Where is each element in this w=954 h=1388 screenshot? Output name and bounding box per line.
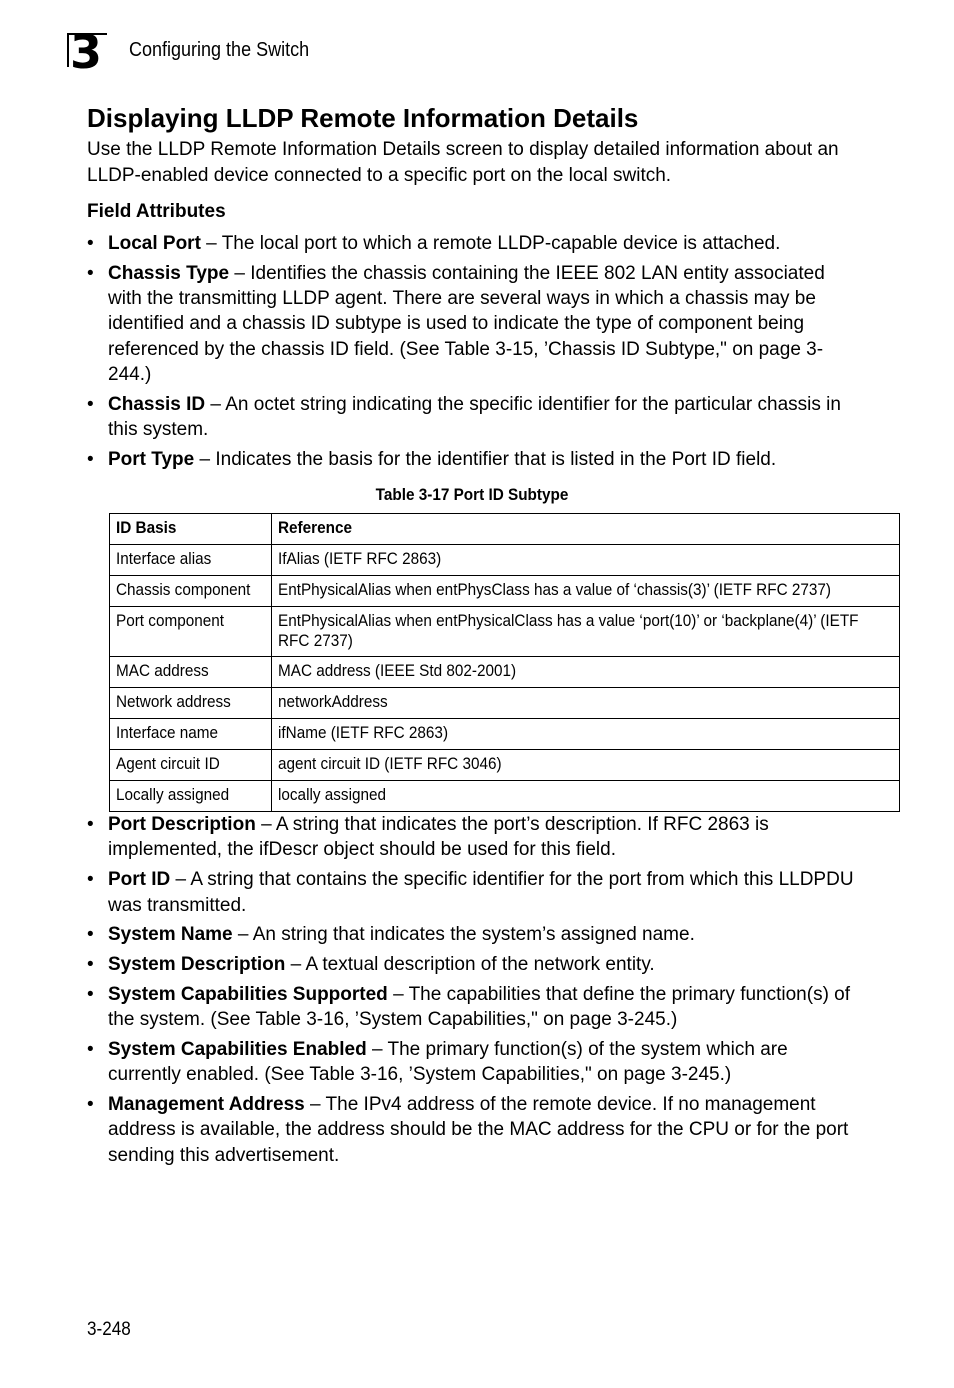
table-cell: locally assigned	[272, 781, 899, 812]
table-cell: Chassis component	[110, 576, 272, 607]
field-attributes-heading: Field Attributes	[87, 201, 226, 222]
list-item: • Port ID – A string that contains the specific identifier for the port from which this LLDPDU was transmitted.	[87, 869, 854, 916]
table-row	[110, 750, 900, 781]
field-term: Chassis ID	[108, 393, 206, 415]
page-number: 3-248	[87, 1319, 131, 1340]
table-row	[110, 657, 900, 688]
table-cell: networkAddress	[272, 688, 899, 719]
table-cell: MAC address (IEEE Std 802-2001)	[272, 657, 899, 688]
table-cell: Network address	[110, 688, 272, 719]
field-description: – A string that indicates the port’s description. If RFC 2863 is implemented, the ifDescr object should be used for this field.	[108, 814, 769, 861]
list-item: • System Description – A textual description of the network entity.	[87, 954, 655, 976]
field-term: System Capabilities Supported	[108, 983, 388, 1005]
table-cell: EntPhysicalAlias when entPhysClass has a value of ‘chassis(3)’ (IETF RFC 2737)	[272, 576, 899, 607]
table-cell: Port component	[110, 607, 272, 657]
list-item: • System Name – An string that indicates the system’s assigned name.	[87, 924, 695, 946]
field-description: – The IPv4 address of the remote device. If no management address is available, the address should be the MAC address for the CPU or for the port sending this advertisement.	[108, 1094, 849, 1166]
field-description: – The primary function(s) of the system which are currently enabled. (See Table 3-16, ’System Capabilities," on page 3-245.)	[108, 1039, 788, 1086]
table-row	[110, 545, 900, 576]
field-description: – A textual description of the network entity.	[285, 954, 655, 976]
list-item: • Port Description – A string that indicates the port’s description. If RFC 2863 is implemented, the ifDescr object should be used for this field.	[87, 814, 769, 861]
field-term: System Description	[108, 954, 286, 976]
running-header: Configuring the Switch	[129, 39, 310, 61]
list-item: • System Capabilities Supported – The capabilities that define the primary function(s) of the system. (See Table 3-16, ’System Capabilities," on page 3-245.)	[87, 983, 851, 1031]
column-header: ID Basis	[110, 514, 272, 545]
table-cell: Interface alias	[110, 545, 272, 576]
field-list-after-table	[87, 812, 857, 1168]
chapter-number: 3	[70, 25, 102, 79]
column-header: Reference	[272, 514, 899, 545]
field-term: Port Description	[108, 814, 256, 836]
page-content	[87, 102, 857, 1173]
field-term: Port Type	[108, 448, 195, 470]
list-item: • Port Type – Indicates the basis for the identifier that is listed in the Port ID field.	[87, 448, 777, 470]
table-caption: Table 3-17 Port ID Subtype	[375, 485, 569, 505]
list-item: • System Capabilities Enabled – The primary function(s) of the system which are currently enabled. (See Table 3-16, ’System Capabilities," on page 3-245.)	[87, 1039, 788, 1086]
table-row	[110, 607, 900, 657]
table-cell: Interface name	[110, 719, 272, 750]
field-description: – Indicates the basis for the identifier that is listed in the Port ID field.	[194, 448, 777, 470]
field-term: Chassis Type	[108, 262, 230, 284]
field-description: – An octet string indicating the specific identifier for the particular chassis in this system.	[108, 393, 841, 441]
table-cell: ifName (IETF RFC 2863)	[272, 719, 899, 750]
table-cell: Agent circuit ID	[110, 750, 272, 781]
table-cell: EntPhysicalAlias when entPhysicalClass has a value ‘port(10)’ or ‘backplane(4)’ (IETF RFC 2737)	[272, 607, 899, 657]
table-row	[110, 719, 900, 750]
list-item: • Local Port – The local port to which a remote LLDP-capable device is attached.	[87, 233, 781, 254]
field-description: – A string that contains the specific identifier for the port from which this LLDPDU was transmitted.	[108, 869, 854, 916]
list-item: • Chassis ID – An octet string indicating the specific identifier for the particular chassis in this system.	[87, 393, 841, 441]
field-description: – An string that indicates the system’s assigned name.	[232, 924, 695, 946]
section-title: Displaying LLDP Remote Information Details	[87, 103, 639, 133]
table-header-row	[110, 514, 900, 545]
table-cell: MAC address	[110, 657, 272, 688]
field-description: – The capabilities that define the primary function(s) of the system. (See Table 3-16, ’System Capabilities," on page 3-245.)	[108, 983, 851, 1031]
table-row	[110, 576, 900, 607]
port-id-subtype-table	[109, 513, 900, 812]
field-term: Port ID	[108, 869, 171, 891]
field-term: Management Address	[108, 1094, 305, 1116]
intro-paragraph: Use the LLDP Remote Information Details screen to display detailed information about an LLDP-enabled device connected to a specific port on the local switch.	[87, 139, 839, 186]
field-list-before-table	[87, 231, 857, 472]
table-row	[110, 688, 900, 719]
table-cell: agent circuit ID (IETF RFC 3046)	[272, 750, 899, 781]
field-term: System Capabilities Enabled	[108, 1039, 367, 1061]
table-cell: Locally assigned	[110, 781, 272, 812]
field-term: System Name	[108, 924, 233, 946]
list-item: • Management Address – The IPv4 address of the remote device. If no management address is available, the address should be the MAC address for the CPU or for the port sending this advertisement.	[87, 1094, 849, 1166]
field-term: Local Port	[108, 233, 201, 254]
table-row	[110, 781, 900, 812]
field-description: – Identifies the chassis containing the IEEE 802 LAN entity associated with the transmitting LLDP agent. There are several ways in which a chassis may be identified and a chassis ID subtype is used to indicate the type of component being referenced by the chassis ID field. (See Table 3-15, ’Chassis ID Subtype," on page 3-244.)	[108, 262, 825, 385]
list-item: • Chassis Type – Identifies the chassis containing the IEEE 802 LAN entity associated with the transmitting LLDP agent. There are several ways in which a chassis may be identified and a chassis ID subtype is used to indicate the type of component being referenced by the chassis ID field. (See Table 3-15, ’Chassis ID Subtype," on page 3-244.)	[87, 262, 825, 385]
table-cell: IfAlias (IETF RFC 2863)	[272, 545, 899, 576]
field-description: – The local port to which a remote LLDP-capable device is attached.	[200, 233, 781, 254]
